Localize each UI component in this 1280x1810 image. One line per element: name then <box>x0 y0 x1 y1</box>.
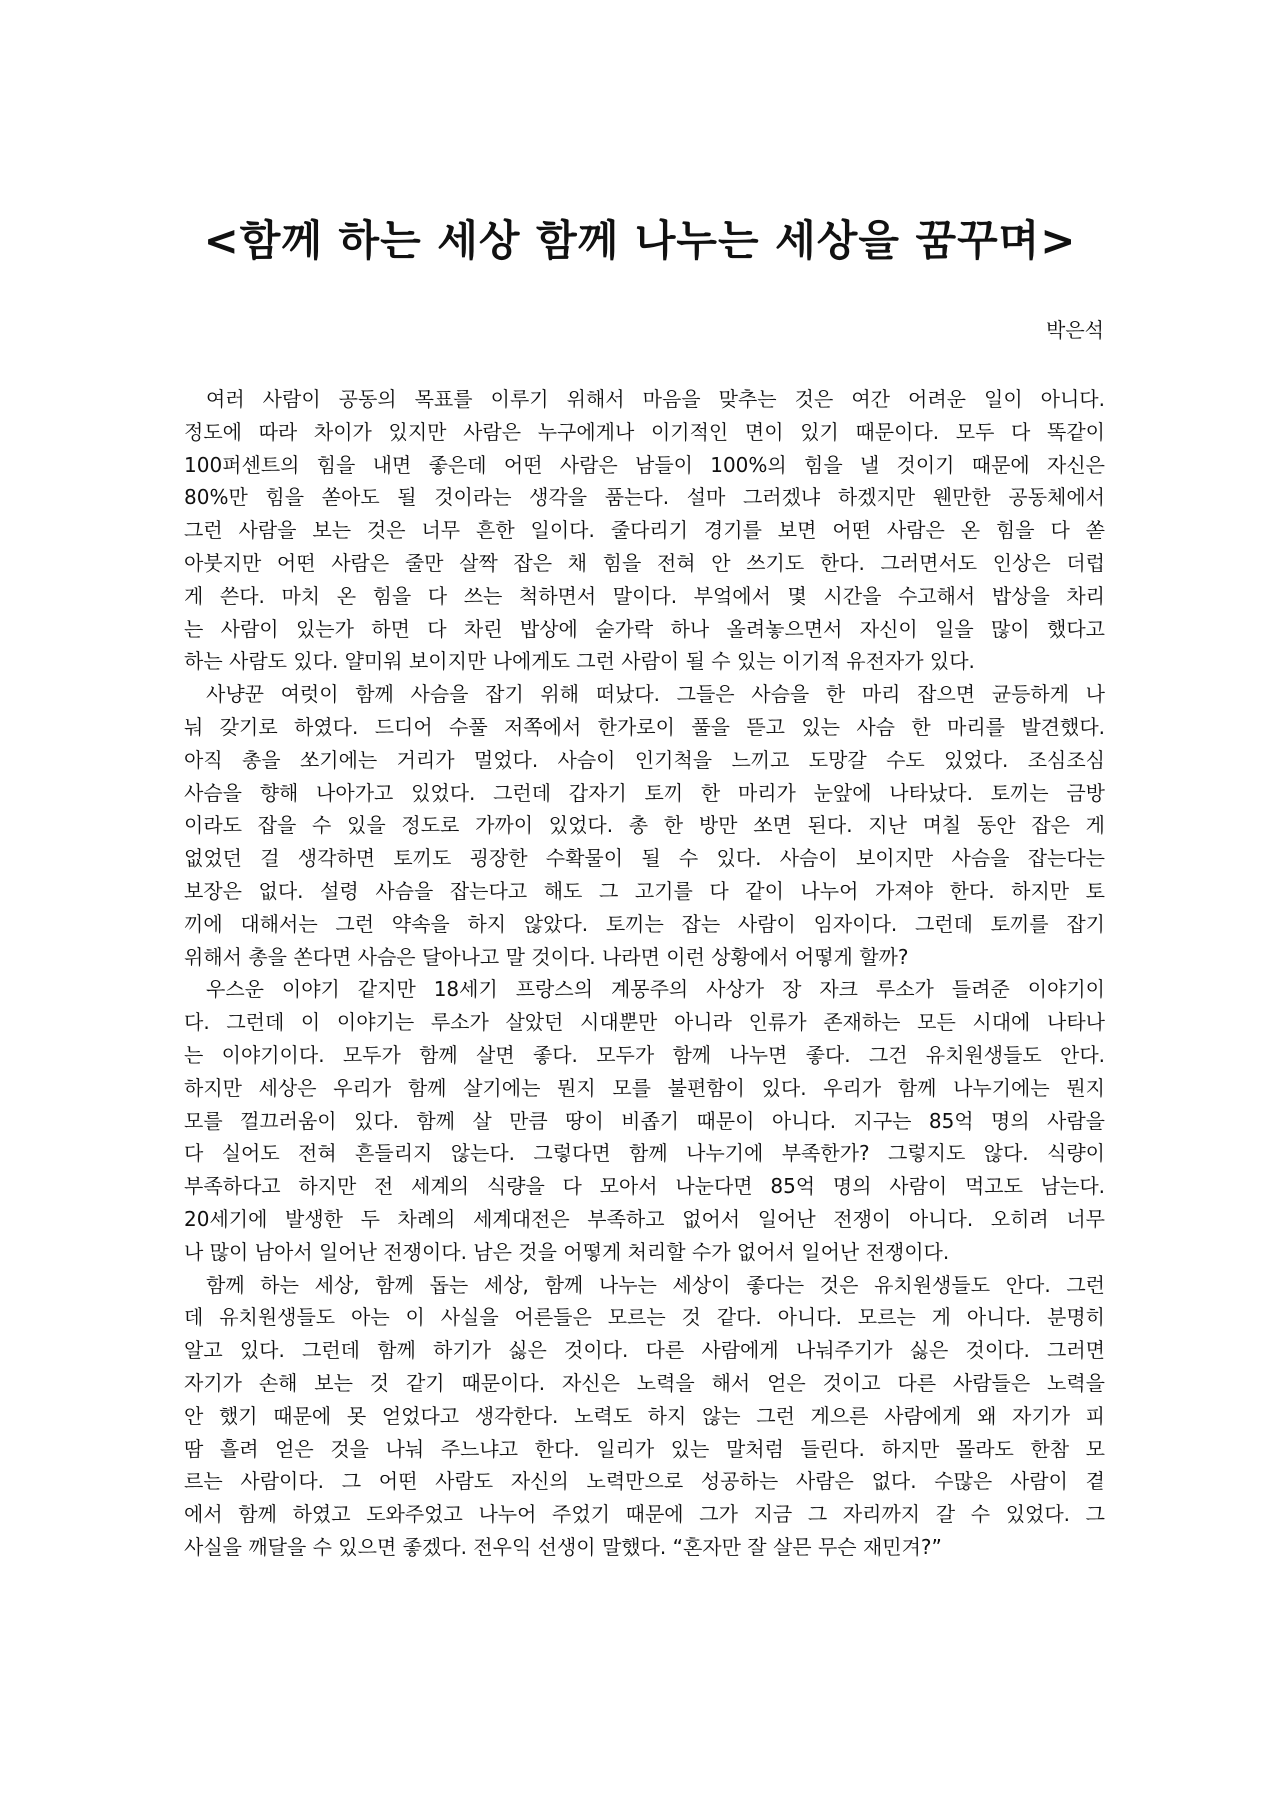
text-line: 안 했기 때문에 못 얻었다고 생각한다. 노력도 하지 않는 그런 게으른 사람에게 왜 자기가 피 <box>184 1403 1105 1428</box>
text-line: 에서 함께 하였고 도와주었고 나누어 주었기 때문에 그가 지금 그 자리까지 갈 수 있었다. 그 <box>184 1502 1105 1527</box>
text-line: 80%만 힘을 쏟아도 될 것이라는 생각을 품는다. 설마 그러겠냐 하겠지만 웬만한 공동체에서 <box>184 485 1105 510</box>
text-line: 그런 사람을 보는 것은 너무 흔한 일이다. 줄다리기 경기를 보면 어떤 사람은 온 힘을 다 쏟 <box>184 518 1105 543</box>
text-line: 는 사람이 있는가 하면 다 차린 밥상에 숟가락 하나 올려놓으면서 자신이 일을 많이 했다고 <box>184 616 1105 641</box>
document-title: <함께 하는 세상 함께 나누는 세상을 꿈꾸며> <box>203 216 1077 265</box>
text-line: 자기가 손해 보는 것 같기 때문이다. 자신은 노력을 해서 얻은 것이고 다른 사람들은 노력을 <box>184 1370 1105 1395</box>
text-line: 사슴을 향해 나아가고 있었다. 그런데 갑자기 토끼 한 마리가 눈앞에 나타났다. 토끼는 금방 <box>184 780 1105 805</box>
text-line: 사냥꾼 여럿이 함께 사슴을 잡기 위해 떠났다. 그들은 사슴을 한 마리 잡으면 균등하게 나 <box>206 682 1105 707</box>
text-line: 르는 사람이다. 그 어떤 사람도 자신의 노력만으로 성공하는 사람은 없다. 수많은 사람이 곁 <box>184 1469 1105 1494</box>
text-line: 모를 껄끄러움이 있다. 함께 살 만큼 땅이 비좁기 때문이 아니다. 지구는 85억 명의 사람을 <box>184 1108 1105 1133</box>
paragraph <box>184 383 1105 678</box>
text-line: 사실을 깨달을 수 있으면 좋겠다. 전우익 선생이 말했다. “혼자만 잘 살믄 무슨 재민겨?” <box>184 1534 942 1559</box>
text-line: 부족하다고 하지만 전 세계의 식량을 다 모아서 나눈다면 85억 명의 사람이 먹고도 남는다. <box>184 1174 1105 1199</box>
text-line: 함께 하는 세상, 함께 돕는 세상, 함께 나누는 세상이 좋다는 것은 유치원생들도 안다. 그런 <box>206 1272 1105 1297</box>
text-line: 다. 그런데 이 이야기는 루소가 살았던 시대뿐만 아니라 인류가 존재하는 모든 시대에 나타나 <box>184 1010 1105 1035</box>
text-line: 하는 사람도 있다. 얄미워 보이지만 나에게도 그런 사람이 될 수 있는 이기적 유전자가 있다. <box>184 649 975 674</box>
text-line: 끼에 대해서는 그런 약속을 하지 않았다. 토끼는 잡는 사람이 임자이다. 그런데 토끼를 잡기 <box>184 911 1105 936</box>
text-line: 하지만 세상은 우리가 함께 살기에는 뭔지 모를 불편함이 있다. 우리가 함께 나누기에는 뭔지 <box>184 1075 1105 1100</box>
text-line: 없었던 걸 생각하면 토끼도 굉장한 수확물이 될 수 있다. 사슴이 보이지만 사슴을 잡는다는 <box>184 846 1105 871</box>
text-line: 정도에 따라 차이가 있지만 사람은 누구에게나 이기적인 면이 있기 때문이다. 모두 다 똑같이 <box>184 419 1105 444</box>
author-name: 박은석 <box>1046 318 1104 342</box>
text-line: 나 많이 남아서 일어난 전쟁이다. 남은 것을 어떻게 처리할 수가 없어서 일어난 전쟁이다. <box>184 1239 950 1264</box>
text-line: 100퍼센트의 힘을 내면 좋은데 어떤 사람은 남들이 100%의 힘을 낼 것이기 때문에 자신은 <box>184 452 1105 477</box>
text-line: 땀 흘려 얻은 것을 나눠 주느냐고 한다. 일리가 있는 말처럼 들린다. 하지만 몰라도 한참 모 <box>184 1436 1105 1461</box>
text-line: 아붓지만 어떤 사람은 줄만 살짝 잡은 채 힘을 전혀 안 쓰기도 한다. 그러면서도 인상은 더럽 <box>184 550 1105 575</box>
paragraph <box>184 678 1105 973</box>
text-line: 아직 총을 쏘기에는 거리가 멀었다. 사슴이 인기척을 느끼고 도망갈 수도 있었다. 조심조심 <box>184 747 1105 772</box>
paragraph <box>184 973 1105 1268</box>
text-line: 는 이야기이다. 모두가 함께 살면 좋다. 모두가 함께 나누면 좋다. 그건 유치원생들도 안다. <box>184 1042 1105 1067</box>
text-line: 데 유치원생들도 아는 이 사실을 어른들은 모르는 것 같다. 아니다. 모르는 게 아니다. 분명히 <box>184 1305 1105 1330</box>
text-line: 우스운 이야기 같지만 18세기 프랑스의 계몽주의 사상가 장 자크 루소가 들려준 이야기이 <box>206 977 1105 1002</box>
document-body <box>184 383 1105 1564</box>
text-line: 위해서 총을 쏜다면 사슴은 달아나고 말 것이다. 나라면 이런 상황에서 어떻게 할까? <box>184 944 909 969</box>
text-line: 보장은 없다. 설령 사슴을 잡는다고 해도 그 고기를 다 같이 나누어 가져야 한다. 하지만 토 <box>184 878 1105 903</box>
text-line: 알고 있다. 그런데 함께 하기가 싫은 것이다. 다른 사람에게 나눠주기가 싫은 것이다. 그러면 <box>184 1338 1105 1363</box>
text-line: 눠 갖기로 하였다. 드디어 수풀 저쪽에서 한가로이 풀을 뜯고 있는 사슴 한 마리를 발견했다. <box>184 714 1105 739</box>
text-line: 여러 사람이 공동의 목표를 이루기 위해서 마음을 맞추는 것은 여간 어려운 일이 아니다. <box>206 387 1105 411</box>
paragraph <box>184 1269 1105 1564</box>
text-line: 이라도 잡을 수 있을 정도로 가까이 있었다. 총 한 방만 쏘면 된다. 지난 며칠 동안 잡은 게 <box>184 813 1105 838</box>
text-line: 다 실어도 전혀 흔들리지 않는다. 그렇다면 함께 나누기에 부족한가? 그렇지도 않다. 식량이 <box>184 1141 1105 1166</box>
text-line: 게 쓴다. 마치 온 힘을 다 쓰는 척하면서 말이다. 부엌에서 몇 시간을 수고해서 밥상을 차리 <box>184 583 1105 608</box>
text-line: 20세기에 발생한 두 차례의 세계대전은 부족하고 없어서 일어난 전쟁이 아니다. 오히려 너무 <box>184 1206 1105 1231</box>
